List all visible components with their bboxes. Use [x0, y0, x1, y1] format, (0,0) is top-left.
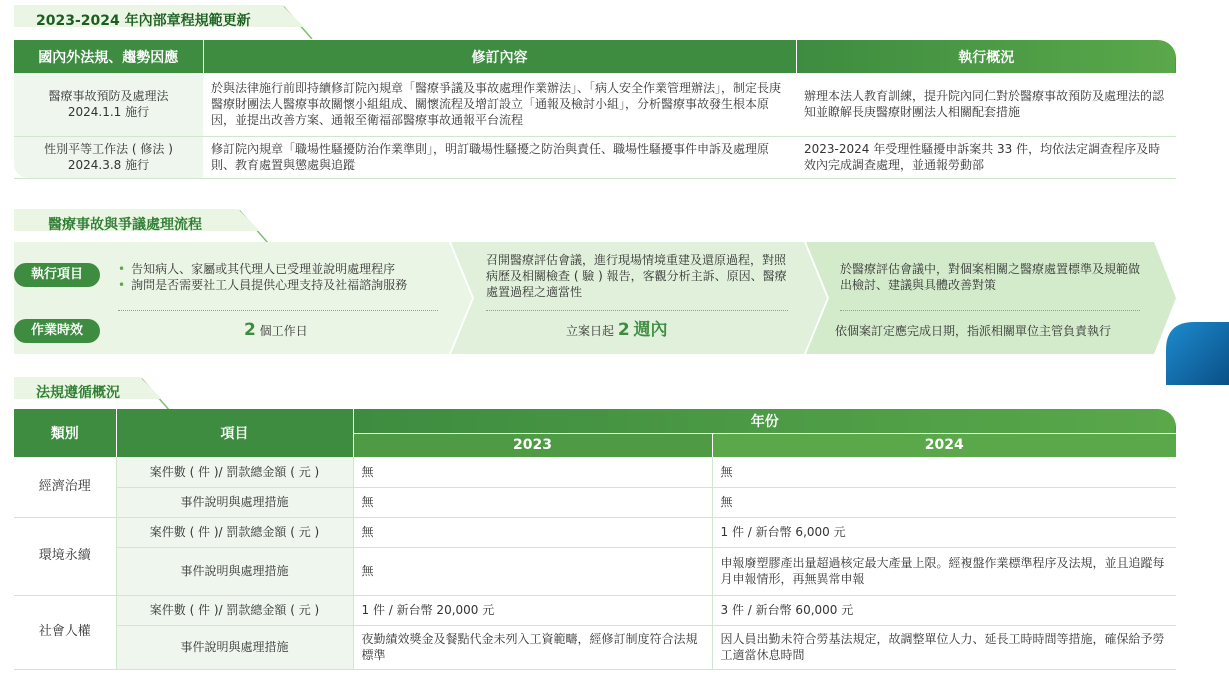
value-2024: 因人員出勤未符合勞基法規定，故調整單位人力、延長工時時間等措施，確保給予勞工適當休息時間: [712, 625, 1176, 669]
item-cell: 事件說明與處理措施: [116, 547, 353, 595]
step1-bullet: • 告知病人、家屬或其代理人已受理並說明處理程序: [118, 262, 396, 276]
value-2024: 無: [712, 487, 1176, 517]
table-row: [14, 136, 1176, 178]
step2-text: 召開醫療評估會議，進行現場情境重建及還原過程，對照病歷及相關檢查 ( 驗 ) 報告，客觀分析主訴、原因、醫療處置過程之適當性: [486, 253, 787, 299]
law-cell: [14, 136, 203, 178]
law-cell: [14, 73, 203, 136]
value-2023: 無: [353, 547, 712, 595]
exec-items-label: 執行項目: [14, 263, 100, 287]
header-item: 項目: [116, 409, 353, 457]
section2-title: 醫療事故與爭議處理流程: [48, 217, 202, 233]
law-name: 醫療事故預防及處理法: [48, 89, 169, 104]
section1-title-tab: [14, 5, 314, 33]
divider: [118, 310, 438, 311]
section2-title-tab: [14, 209, 274, 237]
value-2023: 夜勤績效獎金及餐點代金未列入工資範疇，經修訂制度符合法規標準: [353, 625, 712, 669]
section3-title-tab: [14, 377, 184, 405]
status-cell: 辦理本法人教育訓練，提升院內同仁對於醫療事故預防及處理法的認知並瞭解長庚醫療財團法人相關配套措施: [796, 73, 1176, 136]
step2-time-prefix: 立案日起: [566, 324, 615, 338]
step2-time-number: 2: [617, 320, 630, 340]
value-2024: 無: [712, 457, 1176, 487]
item-cell: 事件說明與處理措施: [116, 487, 353, 517]
decorative-leaf-icon: [1166, 322, 1229, 385]
bullet-dot-icon: •: [118, 262, 126, 276]
header-category: 類別: [14, 409, 116, 457]
value-2024: 1 件 / 新台幣 6,000 元: [712, 517, 1176, 547]
table-row: [14, 595, 1176, 625]
header-law: 國內外法規、趨勢因應: [14, 40, 203, 73]
header-2024: 2024: [712, 433, 1176, 457]
step1-timeline: [244, 322, 308, 339]
step2-timeline: [566, 322, 668, 339]
section3-title: 法規遵循概況: [36, 385, 120, 401]
table-row: [14, 487, 1176, 517]
value-2024: 申報廢塑膠產出量超過核定最大產量上限。經複盤作業標準程序及法規，並且追蹤每月申報情形，再無異常申報: [712, 547, 1176, 595]
item-cell: 事件說明與處理措施: [116, 625, 353, 669]
table-row: [14, 457, 1176, 487]
header-revision: 修訂內容: [203, 40, 796, 73]
bullet-dot-icon: •: [118, 278, 126, 292]
table-row: [14, 517, 1176, 547]
category-cell: 環境永續: [14, 517, 116, 595]
table-row: [14, 73, 1176, 136]
header-2023: 2023: [353, 433, 712, 457]
law-date: 2024.1.1 施行: [67, 105, 150, 120]
value-2024: 3 件 / 新台幣 60,000 元: [712, 595, 1176, 625]
law-date: 2024.3.8 施行: [67, 158, 150, 172]
compliance-table: [14, 409, 1176, 670]
table-row: [14, 547, 1176, 595]
value-2023: 無: [353, 517, 712, 547]
value-2023: 1 件 / 新台幣 20,000 元: [353, 595, 712, 625]
step1-time-number: 2: [244, 320, 256, 340]
item-cell: 案件數 ( 件 )/ 罰款總金額 ( 元 ): [116, 517, 353, 547]
divider: [840, 310, 1140, 311]
item-cell: 案件數 ( 件 )/ 罰款總金額 ( 元 ): [116, 595, 353, 625]
law-name: 性別平等工作法 ( 修法 ): [44, 142, 173, 156]
status-cell: 2023-2024 年受理性騷擾申訴案共 33 件，均依法定調查程序及時效內完成調查處理，並通報勞動部: [796, 136, 1176, 178]
header-year: 年份: [353, 409, 1176, 433]
step3-timeline: 依個案訂定應完成日期，指派相關單位主管負責執行: [835, 324, 1112, 338]
step2-time-unit: 週內: [633, 320, 668, 340]
category-cell: 社會人權: [14, 595, 116, 669]
table-row: [14, 625, 1176, 669]
revision-cell: 於與法律施行前即持續修訂院內規章「醫療爭議及事故處理作業辦法」、「病人安全作業管理辦法」，制定長庚醫療財團法人醫療事故關懷小組組成、關懷流程及增訂設立「通報及檢討小組」，分析醫療事故發生根本原因，並提出改善方案、通報至衛福部醫療事故通報平台流程: [203, 73, 796, 136]
value-2023: 無: [353, 457, 712, 487]
step1-bullet: • 詢問是否需要社工人員提供心理支持及社福諮詢服務: [118, 278, 408, 292]
item-cell: 案件數 ( 件 )/ 罰款總金額 ( 元 ): [116, 457, 353, 487]
regulation-update-table: [14, 40, 1176, 179]
category-cell: 經濟治理: [14, 457, 116, 517]
revision-cell: 修訂院內規章「職場性騷擾防治作業準則」，明訂職場性騷擾之防治與責任、職場性騷擾事件申訴及處理原則、教育處置與懲處與追蹤: [203, 136, 796, 178]
header-status: 執行概況: [796, 40, 1176, 73]
section1-title: 2023-2024 年內部章程規範更新: [36, 13, 251, 29]
divider: [486, 310, 788, 311]
timeline-label: 作業時效: [14, 319, 100, 343]
step3-text: 於醫療評估會議中，對個案相關之醫療處置標準及規範做出檢討、建議與具體改善對策: [840, 262, 1141, 292]
step1-time-unit: 個工作日: [259, 324, 308, 338]
value-2023: 無: [353, 487, 712, 517]
